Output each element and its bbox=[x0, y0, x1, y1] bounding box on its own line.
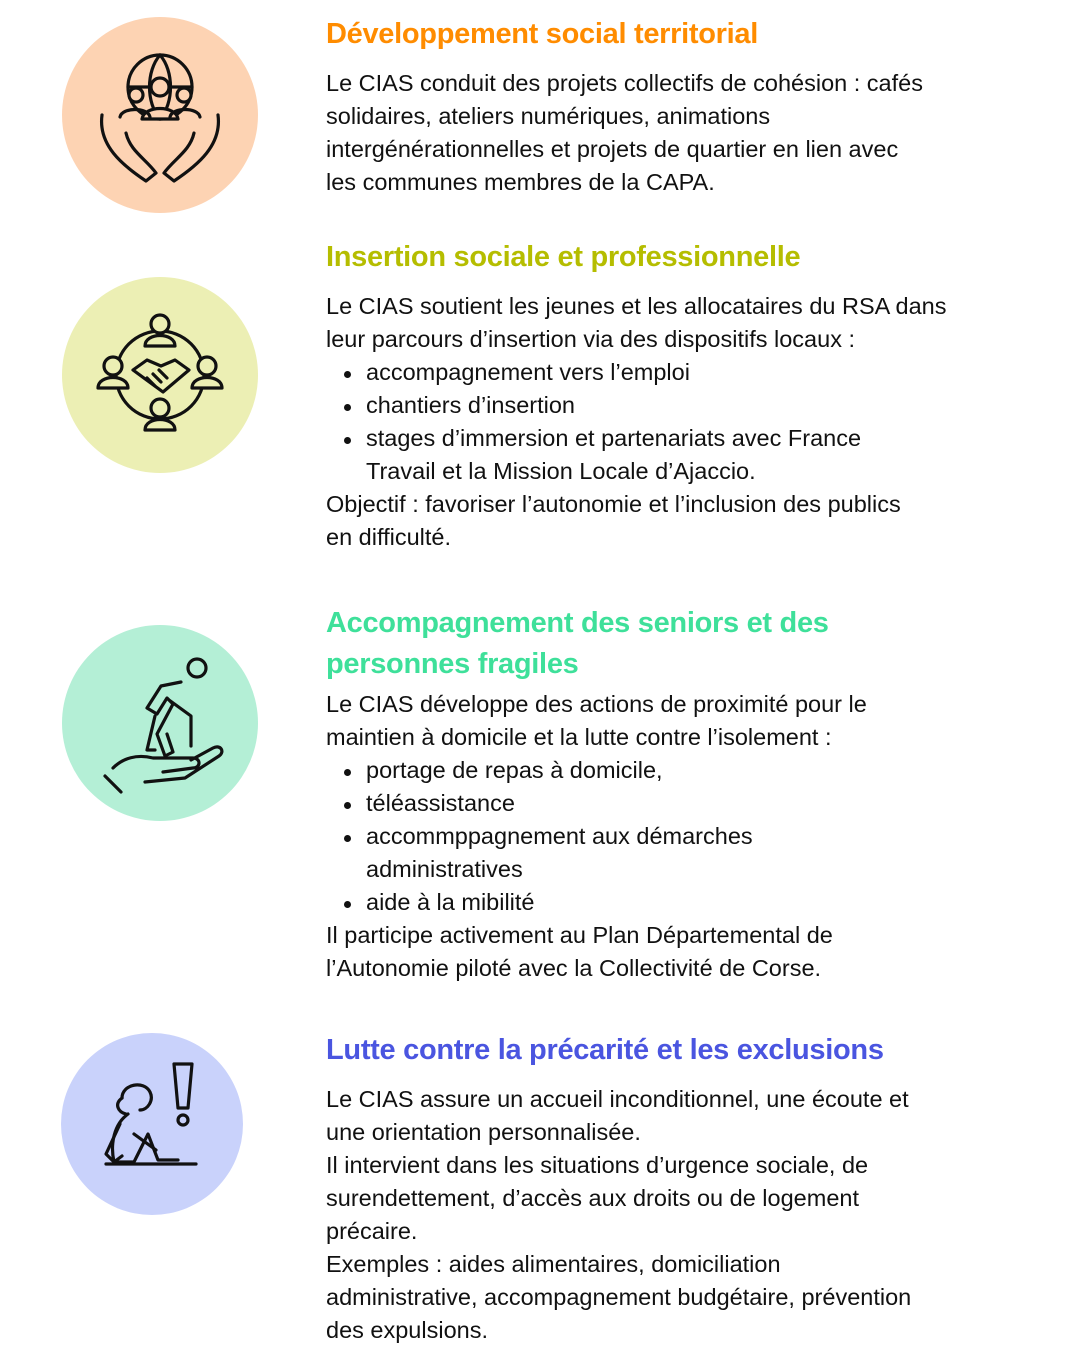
title-line: Développement social territorial bbox=[326, 18, 758, 50]
section-title-seniors bbox=[326, 603, 829, 685]
distressed-person-exclamation-icon bbox=[82, 1054, 222, 1194]
icon-circle-precarity bbox=[61, 1033, 243, 1215]
paragraph-line: Le CIAS soutient les jeunes et les allocataires du RSA dans bbox=[326, 293, 947, 319]
paragraph-line: Travail et la Mission Locale d’Ajaccio. bbox=[366, 458, 756, 484]
title-line: personnes fragiles bbox=[326, 648, 579, 680]
paragraph-line: administrative, accompagnement budgétaire, prévention bbox=[326, 1284, 912, 1310]
section-body-insertion bbox=[326, 290, 947, 554]
handshake-network-icon bbox=[85, 300, 235, 450]
paragraph-line: une orientation personnalisée. bbox=[326, 1119, 641, 1145]
section-body-social-development bbox=[326, 67, 923, 199]
paragraph-line: Le CIAS conduit des projets collectifs de cohésion : cafés bbox=[326, 70, 923, 96]
paragraph-line: Objectif : favoriser l’autonomie et l’inclusion des publics bbox=[326, 491, 901, 517]
paragraph-line: les communes membres de la CAPA. bbox=[326, 169, 715, 195]
icon-circle-seniors bbox=[62, 625, 258, 821]
paragraph-line: Le CIAS développe des actions de proximité pour le bbox=[326, 691, 867, 717]
icon-circle-social-development bbox=[62, 17, 258, 213]
paragraph-line: Le CIAS assure un accueil inconditionnel, une écoute et bbox=[326, 1086, 909, 1112]
paragraph-line: solidaires, ateliers numériques, animations bbox=[326, 103, 771, 129]
section-title-social-development bbox=[326, 14, 758, 55]
paragraph-line: Il participe activement au Plan Départemental de bbox=[326, 922, 833, 948]
bullet-item: portage de repas à domicile, bbox=[326, 754, 867, 787]
title-line: Lutte contre la précarité et les exclusions bbox=[326, 1034, 884, 1066]
senior-with-cane-in-hand-icon bbox=[85, 648, 235, 798]
hands-holding-community-icon bbox=[80, 35, 240, 195]
icon-circle-insertion bbox=[62, 277, 258, 473]
paragraph-line: l’Autonomie piloté avec la Collectivité de Corse. bbox=[326, 955, 822, 981]
paragraph-line: intergénérationnelles et projets de quartier en lien avec bbox=[326, 136, 899, 162]
section-title-insertion bbox=[326, 237, 800, 278]
paragraph-line: précaire. bbox=[326, 1218, 418, 1244]
bullet-item: chantiers d’insertion bbox=[326, 389, 947, 422]
bullet-item: accommppagnement aux démarches bbox=[326, 820, 867, 853]
paragraph-line: surendettement, d’accès aux droits ou de logement bbox=[326, 1185, 859, 1211]
paragraph-line: administratives bbox=[366, 856, 523, 882]
bullet-item: stages d’immersion et partenariats avec France bbox=[326, 422, 947, 455]
bullet-item: téléassistance bbox=[326, 787, 867, 820]
bullet-item: accompagnement vers l’emploi bbox=[326, 356, 947, 389]
paragraph-line: en difficulté. bbox=[326, 524, 451, 550]
section-body-seniors bbox=[326, 688, 867, 985]
paragraph-line: leur parcours d’insertion via des dispositifs locaux : bbox=[326, 326, 856, 352]
paragraph-line: des expulsions. bbox=[326, 1317, 488, 1343]
section-body-precarity bbox=[326, 1083, 911, 1347]
title-line: Accompagnement des seniors et des bbox=[326, 607, 829, 639]
bullet-item: aide à la mibilité bbox=[326, 886, 867, 919]
paragraph-line: Il intervient dans les situations d’urgence sociale, de bbox=[326, 1152, 869, 1178]
paragraph-line: Exemples : aides alimentaires, domiciliation bbox=[326, 1251, 781, 1277]
title-line: Insertion sociale et professionnelle bbox=[326, 241, 801, 273]
section-title-precarity bbox=[326, 1030, 884, 1071]
paragraph-line: maintien à domicile et la lutte contre l’isolement : bbox=[326, 724, 832, 750]
